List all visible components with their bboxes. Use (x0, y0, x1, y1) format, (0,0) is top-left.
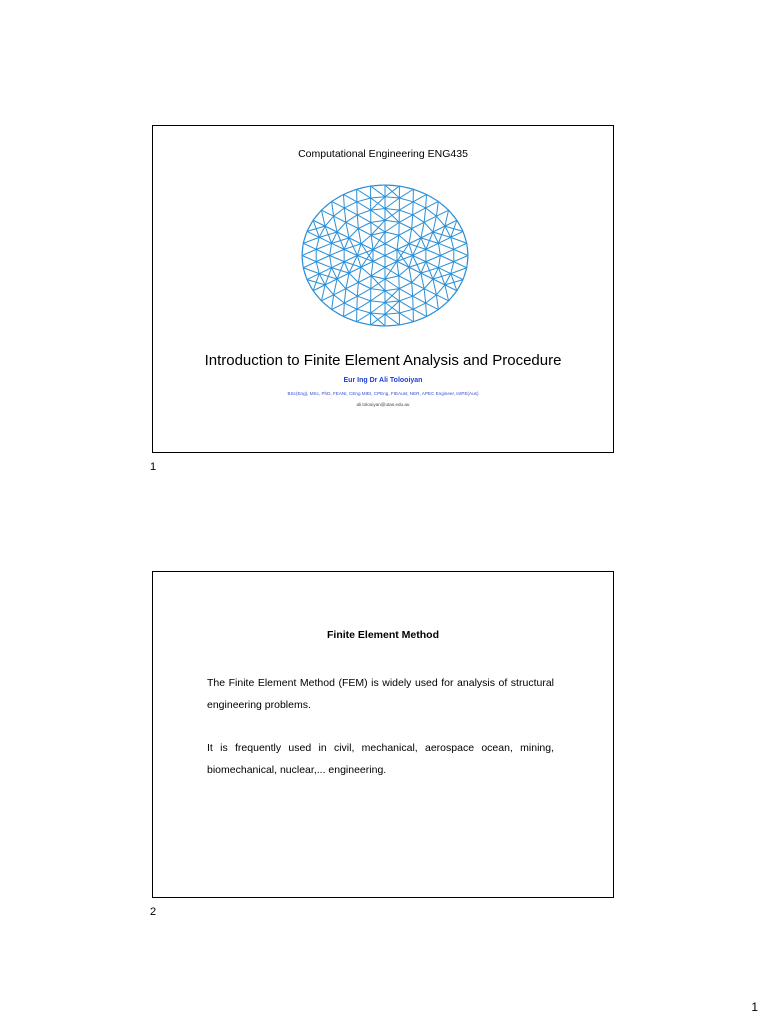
paragraph-2: It is frequently used in civil, mechanical, aerospace ocean, mining, biomechanical, nuclear,... engineering. (207, 742, 554, 776)
slide-number-1: 1 (150, 461, 157, 473)
author-email: ali.tolooiyan@utas.edu.au (356, 402, 410, 407)
slide-2 (152, 571, 614, 898)
finite-element-mesh-image (301, 184, 469, 327)
slide-1 (152, 125, 614, 453)
mesh-svg (301, 184, 469, 327)
page-number: 1 (751, 1000, 758, 1014)
paragraph-1: The Finite Element Method (FEM) is widely used for analysis of structural engineering problems. (207, 677, 554, 711)
author-name: Eur Ing Dr Ali Tolooiyan (343, 377, 423, 384)
mesh-lines (302, 185, 468, 326)
course-title: Computational Engineering ENG435 (298, 148, 468, 160)
author-credentials: BSc(Eng), MSc, PhD, FEANI, CEng MIEI, CPEng, FIEAust, NER, APEC Engineer, IntPE(Aus) (287, 391, 479, 396)
slide-heading: Finite Element Method (326, 629, 439, 641)
slide-number-2: 2 (150, 906, 157, 918)
slide-title: Introduction to Finite Element Analysis and Procedure (204, 352, 562, 369)
